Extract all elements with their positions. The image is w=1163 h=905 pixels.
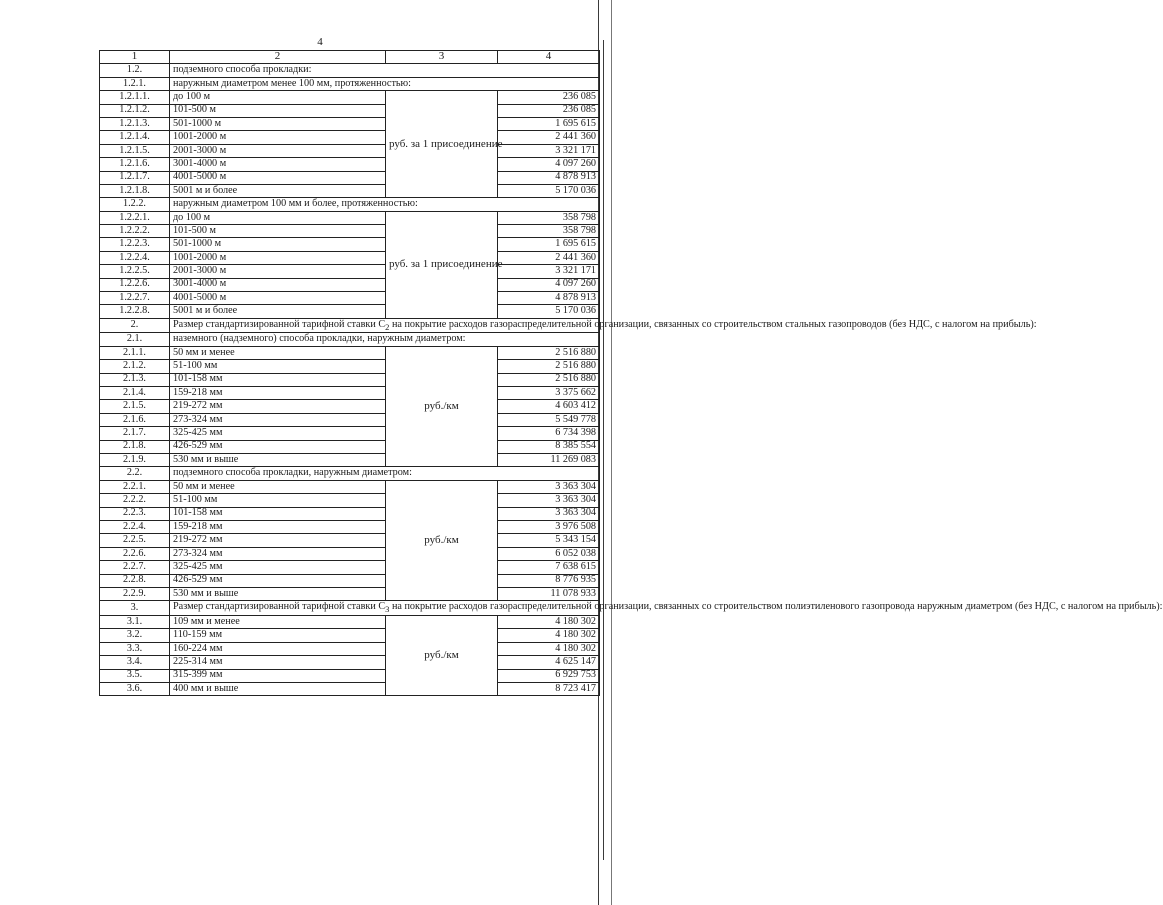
table-row: [100, 427, 600, 440]
row-value: 4 878 913: [498, 171, 600, 184]
column-header: 4: [498, 51, 600, 64]
column-header: 2: [170, 51, 386, 64]
table-row: [100, 440, 600, 453]
table-row: [100, 547, 600, 560]
table-row: [100, 211, 600, 224]
row-number: 2.: [100, 318, 170, 333]
row-number: 3.2.: [100, 629, 170, 642]
row-value: 2 516 880: [498, 360, 600, 373]
row-value: 3 363 304: [498, 494, 600, 507]
row-number: 1.2.2.: [100, 198, 170, 211]
row-label: 4001-5000 м: [170, 171, 386, 184]
row-number: 1.2.2.8.: [100, 305, 170, 318]
row-label: 110-159 мм: [170, 629, 386, 642]
subsection-title: подземного способа прокладки, наружным диаметром:: [170, 467, 600, 480]
row-value: 4 603 412: [498, 400, 600, 413]
row-label: 325-425 мм: [170, 561, 386, 574]
row-number: 2.2.9.: [100, 587, 170, 600]
table-row: [100, 669, 600, 682]
row-number: 2.1.6.: [100, 413, 170, 426]
unit-cell: руб./км: [386, 346, 498, 467]
section-title-subscript: 2: [385, 321, 390, 332]
row-value: 3 976 508: [498, 520, 600, 533]
row-value: 1 695 615: [498, 117, 600, 130]
row-label: 315-399 мм: [170, 669, 386, 682]
row-number: 2.1.1.: [100, 346, 170, 359]
table-row: [100, 615, 600, 628]
table-row: [100, 629, 600, 642]
row-label: до 100 м: [170, 211, 386, 224]
section-title-text: на покрытие расходов газораспределительной организации, связанных со строительством полиэтиленового газопровода наружным диаметром (без НДС, с налогом на прибыль):: [389, 601, 1163, 613]
table-row: [100, 278, 600, 291]
row-number: 2.2.7.: [100, 561, 170, 574]
table-row: [100, 413, 600, 426]
row-value: 3 375 662: [498, 387, 600, 400]
row-label: 51-100 мм: [170, 494, 386, 507]
row-label: 325-425 мм: [170, 427, 386, 440]
row-value: 2 516 880: [498, 373, 600, 386]
row-number: 1.2.1.4.: [100, 131, 170, 144]
table-row: [100, 453, 600, 466]
section-row: [100, 64, 600, 77]
row-number: 3.4.: [100, 656, 170, 669]
row-label: 101-158 мм: [170, 507, 386, 520]
row-number: 2.2.5.: [100, 534, 170, 547]
column-header: 3: [386, 51, 498, 64]
row-number: 2.1.4.: [100, 387, 170, 400]
section-title: [170, 318, 1037, 333]
row-number: 3.1.: [100, 615, 170, 628]
row-number: 2.2.: [100, 467, 170, 480]
table-row: [100, 656, 600, 669]
row-label: 160-224 мм: [170, 642, 386, 655]
row-label: 1001-2000 м: [170, 131, 386, 144]
row-number: 3.: [100, 601, 170, 616]
table-row: [100, 238, 600, 251]
row-number: 1.2.2.7.: [100, 292, 170, 305]
row-label: 501-1000 м: [170, 117, 386, 130]
subsection-row: [100, 467, 600, 480]
row-number: 3.5.: [100, 669, 170, 682]
row-number: 2.1.2.: [100, 360, 170, 373]
table-row: [100, 520, 600, 533]
row-number: 1.2.1.2.: [100, 104, 170, 117]
row-label: 109 мм и менее: [170, 615, 386, 628]
row-number: 1.2.2.2.: [100, 225, 170, 238]
row-label: до 100 м: [170, 91, 386, 104]
row-value: 2 441 360: [498, 251, 600, 264]
table-row: [100, 534, 600, 547]
subsection-title: наружным диаметром менее 100 мм, протяженностью:: [170, 77, 600, 90]
subsection-row: [100, 333, 600, 346]
row-value: 4 878 913: [498, 292, 600, 305]
row-label: 2001-3000 м: [170, 144, 386, 157]
table-row: [100, 104, 600, 117]
row-label: 159-218 мм: [170, 520, 386, 533]
table-row: [100, 682, 600, 695]
column-header: 1: [100, 51, 170, 64]
table-row: [100, 265, 600, 278]
row-value: 3 363 304: [498, 480, 600, 493]
subsection-title: наземного (надземного) способа прокладки, наружным диаметром:: [170, 333, 600, 346]
row-number: 3.6.: [100, 682, 170, 695]
row-value: 8 776 935: [498, 574, 600, 587]
row-number: 1.2.1.5.: [100, 144, 170, 157]
section-title: [170, 601, 1163, 616]
table-row: [100, 387, 600, 400]
row-number: 1.2.2.5.: [100, 265, 170, 278]
row-value: 5 549 778: [498, 413, 600, 426]
table-row: [100, 91, 600, 104]
row-value: 3 321 171: [498, 144, 600, 157]
unit-cell: руб. за 1 присоединение: [386, 211, 498, 318]
row-value: 4 625 147: [498, 656, 600, 669]
table-row: [100, 158, 600, 171]
row-number: 1.2.2.3.: [100, 238, 170, 251]
row-number: 2.2.4.: [100, 520, 170, 533]
row-value: 358 798: [498, 225, 600, 238]
row-number: 1.2.1.: [100, 77, 170, 90]
table-row: [100, 171, 600, 184]
row-value: 2 441 360: [498, 131, 600, 144]
section-title: подземного способа прокладки:: [170, 64, 600, 77]
table-row: [100, 292, 600, 305]
row-label: 273-324 мм: [170, 413, 386, 426]
section-title-text: на покрытие расходов газораспределительной организации, связанных со строительством стальных газопроводов (без НДС, с налогом на прибыль):: [389, 318, 1037, 330]
row-label: 50 мм и менее: [170, 346, 386, 359]
row-number: 2.2.8.: [100, 574, 170, 587]
row-label: 159-218 мм: [170, 387, 386, 400]
row-value: 5 343 154: [498, 534, 600, 547]
row-value: 2 516 880: [498, 346, 600, 359]
row-number: 2.1.: [100, 333, 170, 346]
scan-edge-line: [611, 0, 612, 905]
row-label: 2001-3000 м: [170, 265, 386, 278]
row-label: 530 мм и выше: [170, 453, 386, 466]
row-value: 4 097 260: [498, 278, 600, 291]
section-row: [100, 601, 600, 616]
row-label: 501-1000 м: [170, 238, 386, 251]
row-value: 236 085: [498, 104, 600, 117]
row-label: 3001-4000 м: [170, 158, 386, 171]
subsection-row: [100, 77, 600, 90]
row-label: 5001 м и более: [170, 184, 386, 197]
unit-cell: руб./км: [386, 480, 498, 601]
row-number: 1.2.1.3.: [100, 117, 170, 130]
row-value: 236 085: [498, 91, 600, 104]
row-number: 1.2.2.1.: [100, 211, 170, 224]
unit-cell: руб./км: [386, 615, 498, 695]
row-label: 219-272 мм: [170, 400, 386, 413]
subsection-title: наружным диаметром 100 мм и более, протяженностью:: [170, 198, 600, 211]
row-label: 225-314 мм: [170, 656, 386, 669]
table-row: [100, 494, 600, 507]
row-label: 3001-4000 м: [170, 278, 386, 291]
row-label: 219-272 мм: [170, 534, 386, 547]
row-label: 1001-2000 м: [170, 251, 386, 264]
table-row: [100, 144, 600, 157]
row-number: 1.2.1.7.: [100, 171, 170, 184]
table-row: [100, 373, 600, 386]
row-label: 530 мм и выше: [170, 587, 386, 600]
page-number: 4: [317, 36, 323, 48]
scan-edge-line: [603, 40, 604, 860]
row-value: 4 180 302: [498, 615, 600, 628]
table-row: [100, 507, 600, 520]
row-value: 1 695 615: [498, 238, 600, 251]
table-row: [100, 117, 600, 130]
table-row: [100, 574, 600, 587]
row-number: 2.1.9.: [100, 453, 170, 466]
table-row: [100, 561, 600, 574]
row-label: 101-500 м: [170, 225, 386, 238]
table-row: [100, 642, 600, 655]
table-row: [100, 480, 600, 493]
row-number: 3.3.: [100, 642, 170, 655]
table-row: [100, 225, 600, 238]
row-label: 4001-5000 м: [170, 292, 386, 305]
row-value: 8 385 554: [498, 440, 600, 453]
row-label: 50 мм и менее: [170, 480, 386, 493]
row-value: 3 363 304: [498, 507, 600, 520]
row-value: 4 180 302: [498, 629, 600, 642]
row-number: 2.2.3.: [100, 507, 170, 520]
row-value: 4 180 302: [498, 642, 600, 655]
table-row: [100, 360, 600, 373]
subsection-row: [100, 198, 600, 211]
row-label: 101-500 м: [170, 104, 386, 117]
row-number: 2.2.6.: [100, 547, 170, 560]
row-number: 1.2.1.8.: [100, 184, 170, 197]
section-title-subscript: 3: [385, 604, 390, 615]
row-number: 2.1.8.: [100, 440, 170, 453]
row-number: 1.2.1.6.: [100, 158, 170, 171]
row-label: 400 мм и выше: [170, 682, 386, 695]
row-number: 1.2.1.1.: [100, 91, 170, 104]
row-value: 3 321 171: [498, 265, 600, 278]
unit-cell: руб. за 1 присоединение: [386, 91, 498, 198]
row-label: 101-158 мм: [170, 373, 386, 386]
table-header-row: [100, 51, 600, 64]
row-label: 273-324 мм: [170, 547, 386, 560]
row-number: 2.2.2.: [100, 494, 170, 507]
row-number: 1.2.2.4.: [100, 251, 170, 264]
row-value: 11 078 933: [498, 587, 600, 600]
table-row: [100, 587, 600, 600]
table-row: [100, 400, 600, 413]
table-row: [100, 251, 600, 264]
row-label: 51-100 мм: [170, 360, 386, 373]
row-value: 358 798: [498, 211, 600, 224]
section-title-text: Размер стандартизированной тарифной ставки С: [173, 318, 386, 330]
row-label: 5001 м и более: [170, 305, 386, 318]
section-title-text: Размер стандартизированной тарифной ставки С: [173, 601, 386, 613]
tariff-table: [99, 50, 1163, 696]
row-value: 11 269 083: [498, 453, 600, 466]
row-value: 5 170 036: [498, 305, 600, 318]
table-row: [100, 305, 600, 318]
row-label: 426-529 мм: [170, 574, 386, 587]
row-number: 2.1.7.: [100, 427, 170, 440]
table-row: [100, 346, 600, 359]
row-number: 2.1.3.: [100, 373, 170, 386]
section-row: [100, 318, 600, 333]
row-value: 8 723 417: [498, 682, 600, 695]
row-value: 5 170 036: [498, 184, 600, 197]
row-number: 1.2.2.6.: [100, 278, 170, 291]
row-value: 4 097 260: [498, 158, 600, 171]
row-number: 2.1.5.: [100, 400, 170, 413]
row-value: 6 052 038: [498, 547, 600, 560]
row-number: 1.2.: [100, 64, 170, 77]
table-row: [100, 184, 600, 197]
row-label: 426-529 мм: [170, 440, 386, 453]
row-value: 6 734 398: [498, 427, 600, 440]
table-row: [100, 131, 600, 144]
row-number: 2.2.1.: [100, 480, 170, 493]
row-value: 7 638 615: [498, 561, 600, 574]
row-value: 6 929 753: [498, 669, 600, 682]
